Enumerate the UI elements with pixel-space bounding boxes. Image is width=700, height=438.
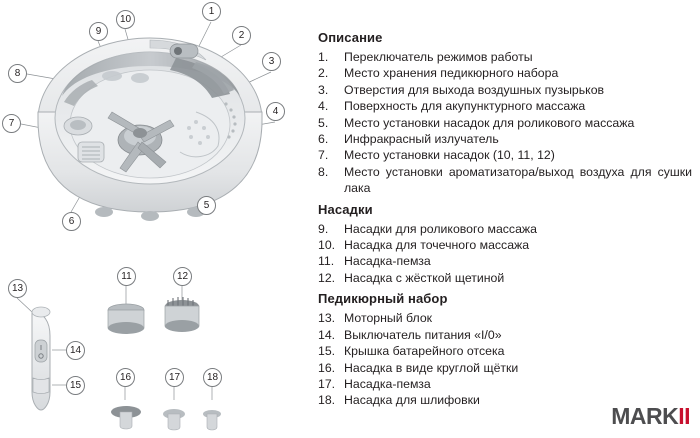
list-item [318, 343, 692, 359]
item-text: Место установки насадок (10, 11, 12) [344, 148, 555, 163]
product-illustration [0, 0, 310, 438]
list-item [318, 147, 692, 163]
item-text: Место установки насадок для роликового массажа [344, 115, 635, 130]
item-number: 10. [318, 238, 336, 253]
item-number: 16. [318, 360, 336, 375]
list-item [318, 327, 692, 343]
callout-15: 15 [66, 376, 85, 395]
nozzles-list [318, 221, 692, 287]
item-text: Моторный блок [344, 311, 433, 326]
item-number: 2. [318, 66, 329, 81]
callout-11: 11 [117, 267, 136, 286]
callout-8: 8 [8, 64, 27, 83]
item-number: 5. [318, 115, 329, 130]
roller-nozzle-seat [102, 71, 122, 81]
point-nozzle-seat [131, 73, 149, 83]
callout-3: 3 [262, 52, 281, 71]
motor-block [32, 307, 50, 410]
battery-cover [33, 378, 49, 394]
section-title-nozzles: Насадки [318, 201, 373, 217]
item-number: 14. [318, 327, 336, 342]
callout-5: 5 [197, 196, 216, 215]
item-number: 1. [318, 50, 329, 64]
list-item [318, 253, 692, 269]
callout-12: 12 [173, 267, 192, 286]
item-number: 6. [318, 132, 329, 147]
grinding-18 [203, 410, 221, 430]
brand-logo-name: MARK [611, 403, 679, 429]
item-number: 15. [318, 344, 336, 359]
item-text: Насадка с жёсткой щетиной [344, 270, 505, 285]
item-text: Насадки для роликового массажа [344, 221, 537, 236]
callout-10: 10 [116, 10, 135, 29]
list-item [318, 131, 692, 147]
list-item [318, 82, 692, 98]
infrared-emitter [78, 142, 104, 162]
list-item [318, 115, 692, 131]
item-number: 13. [318, 311, 336, 326]
item-text: Переключатель режимов работы [344, 50, 533, 64]
brand-logo-suffix: II [678, 403, 690, 429]
section-title-description: Описание [318, 30, 383, 45]
item-number: 4. [318, 99, 329, 114]
mode-switch [170, 44, 198, 58]
pumice-attachment-11 [108, 304, 144, 334]
item-text: Крышка батарейного отсека [344, 344, 505, 359]
item-text: Инфракрасный излучатель [344, 132, 499, 147]
item-number: 17. [318, 376, 336, 391]
pedicure-set-list [318, 310, 692, 408]
round-brush-16 [111, 406, 141, 429]
power-switch [35, 340, 47, 362]
list-item [318, 237, 692, 253]
callout-2: 2 [232, 26, 251, 45]
basin-foot-left [95, 207, 113, 217]
list-item [318, 164, 692, 197]
callout-9: 9 [89, 22, 108, 41]
pedicure-set-illustration [32, 297, 221, 430]
callout-16: 16 [116, 368, 135, 387]
item-text: Насадка для шлифовки [344, 393, 480, 408]
item-text: Поверхность для акупунктурного массажа [344, 99, 586, 114]
item-text: Место установки ароматизатора/выход воздуха для сушки лака [344, 164, 692, 196]
callout-18: 18 [203, 368, 222, 387]
callout-17: 17 [165, 368, 184, 387]
list-item [318, 360, 692, 376]
item-text: Отверстия для выхода воздушных пузырьков [344, 82, 605, 97]
item-number: 18. [318, 393, 336, 408]
item-number: 12. [318, 270, 336, 285]
callout-4: 4 [266, 102, 285, 121]
list-item [318, 49, 692, 65]
list-item [318, 98, 692, 114]
callout-13: 13 [8, 279, 27, 298]
item-text: Место хранения педикюрного набора [344, 66, 559, 81]
legend-column [318, 30, 692, 409]
item-number: 8. [318, 164, 329, 179]
nozzle-mount-left [64, 117, 92, 135]
description-list [318, 49, 692, 197]
item-text: Выключатель питания «I/0» [344, 327, 502, 342]
callout-6: 6 [62, 212, 81, 231]
pumice-17 [163, 409, 185, 430]
bristle-attachment-12 [165, 297, 199, 332]
section-title-pedicure-set: Педикюрный набор [318, 291, 448, 307]
item-text: Насадка в виде круглой щётки [344, 360, 519, 375]
brand-logo [611, 403, 690, 430]
item-text: Насадка для точечного массажа [344, 238, 530, 253]
list-item [318, 376, 692, 392]
item-text: Насадка-пемза [344, 254, 431, 269]
item-number: 9. [318, 221, 329, 236]
item-text: Насадка-пемза [344, 376, 431, 391]
foot-spa-basin [38, 38, 262, 221]
callout-1: 1 [202, 2, 221, 21]
list-item [318, 65, 692, 81]
basin-foot-center [141, 211, 159, 221]
callout-14: 14 [66, 341, 85, 360]
list-item [318, 270, 692, 286]
item-number: 3. [318, 82, 329, 97]
item-number: 7. [318, 148, 329, 163]
list-item [318, 310, 692, 326]
list-item [318, 221, 692, 237]
callout-7: 7 [2, 114, 21, 133]
item-number: 11. [318, 254, 335, 269]
